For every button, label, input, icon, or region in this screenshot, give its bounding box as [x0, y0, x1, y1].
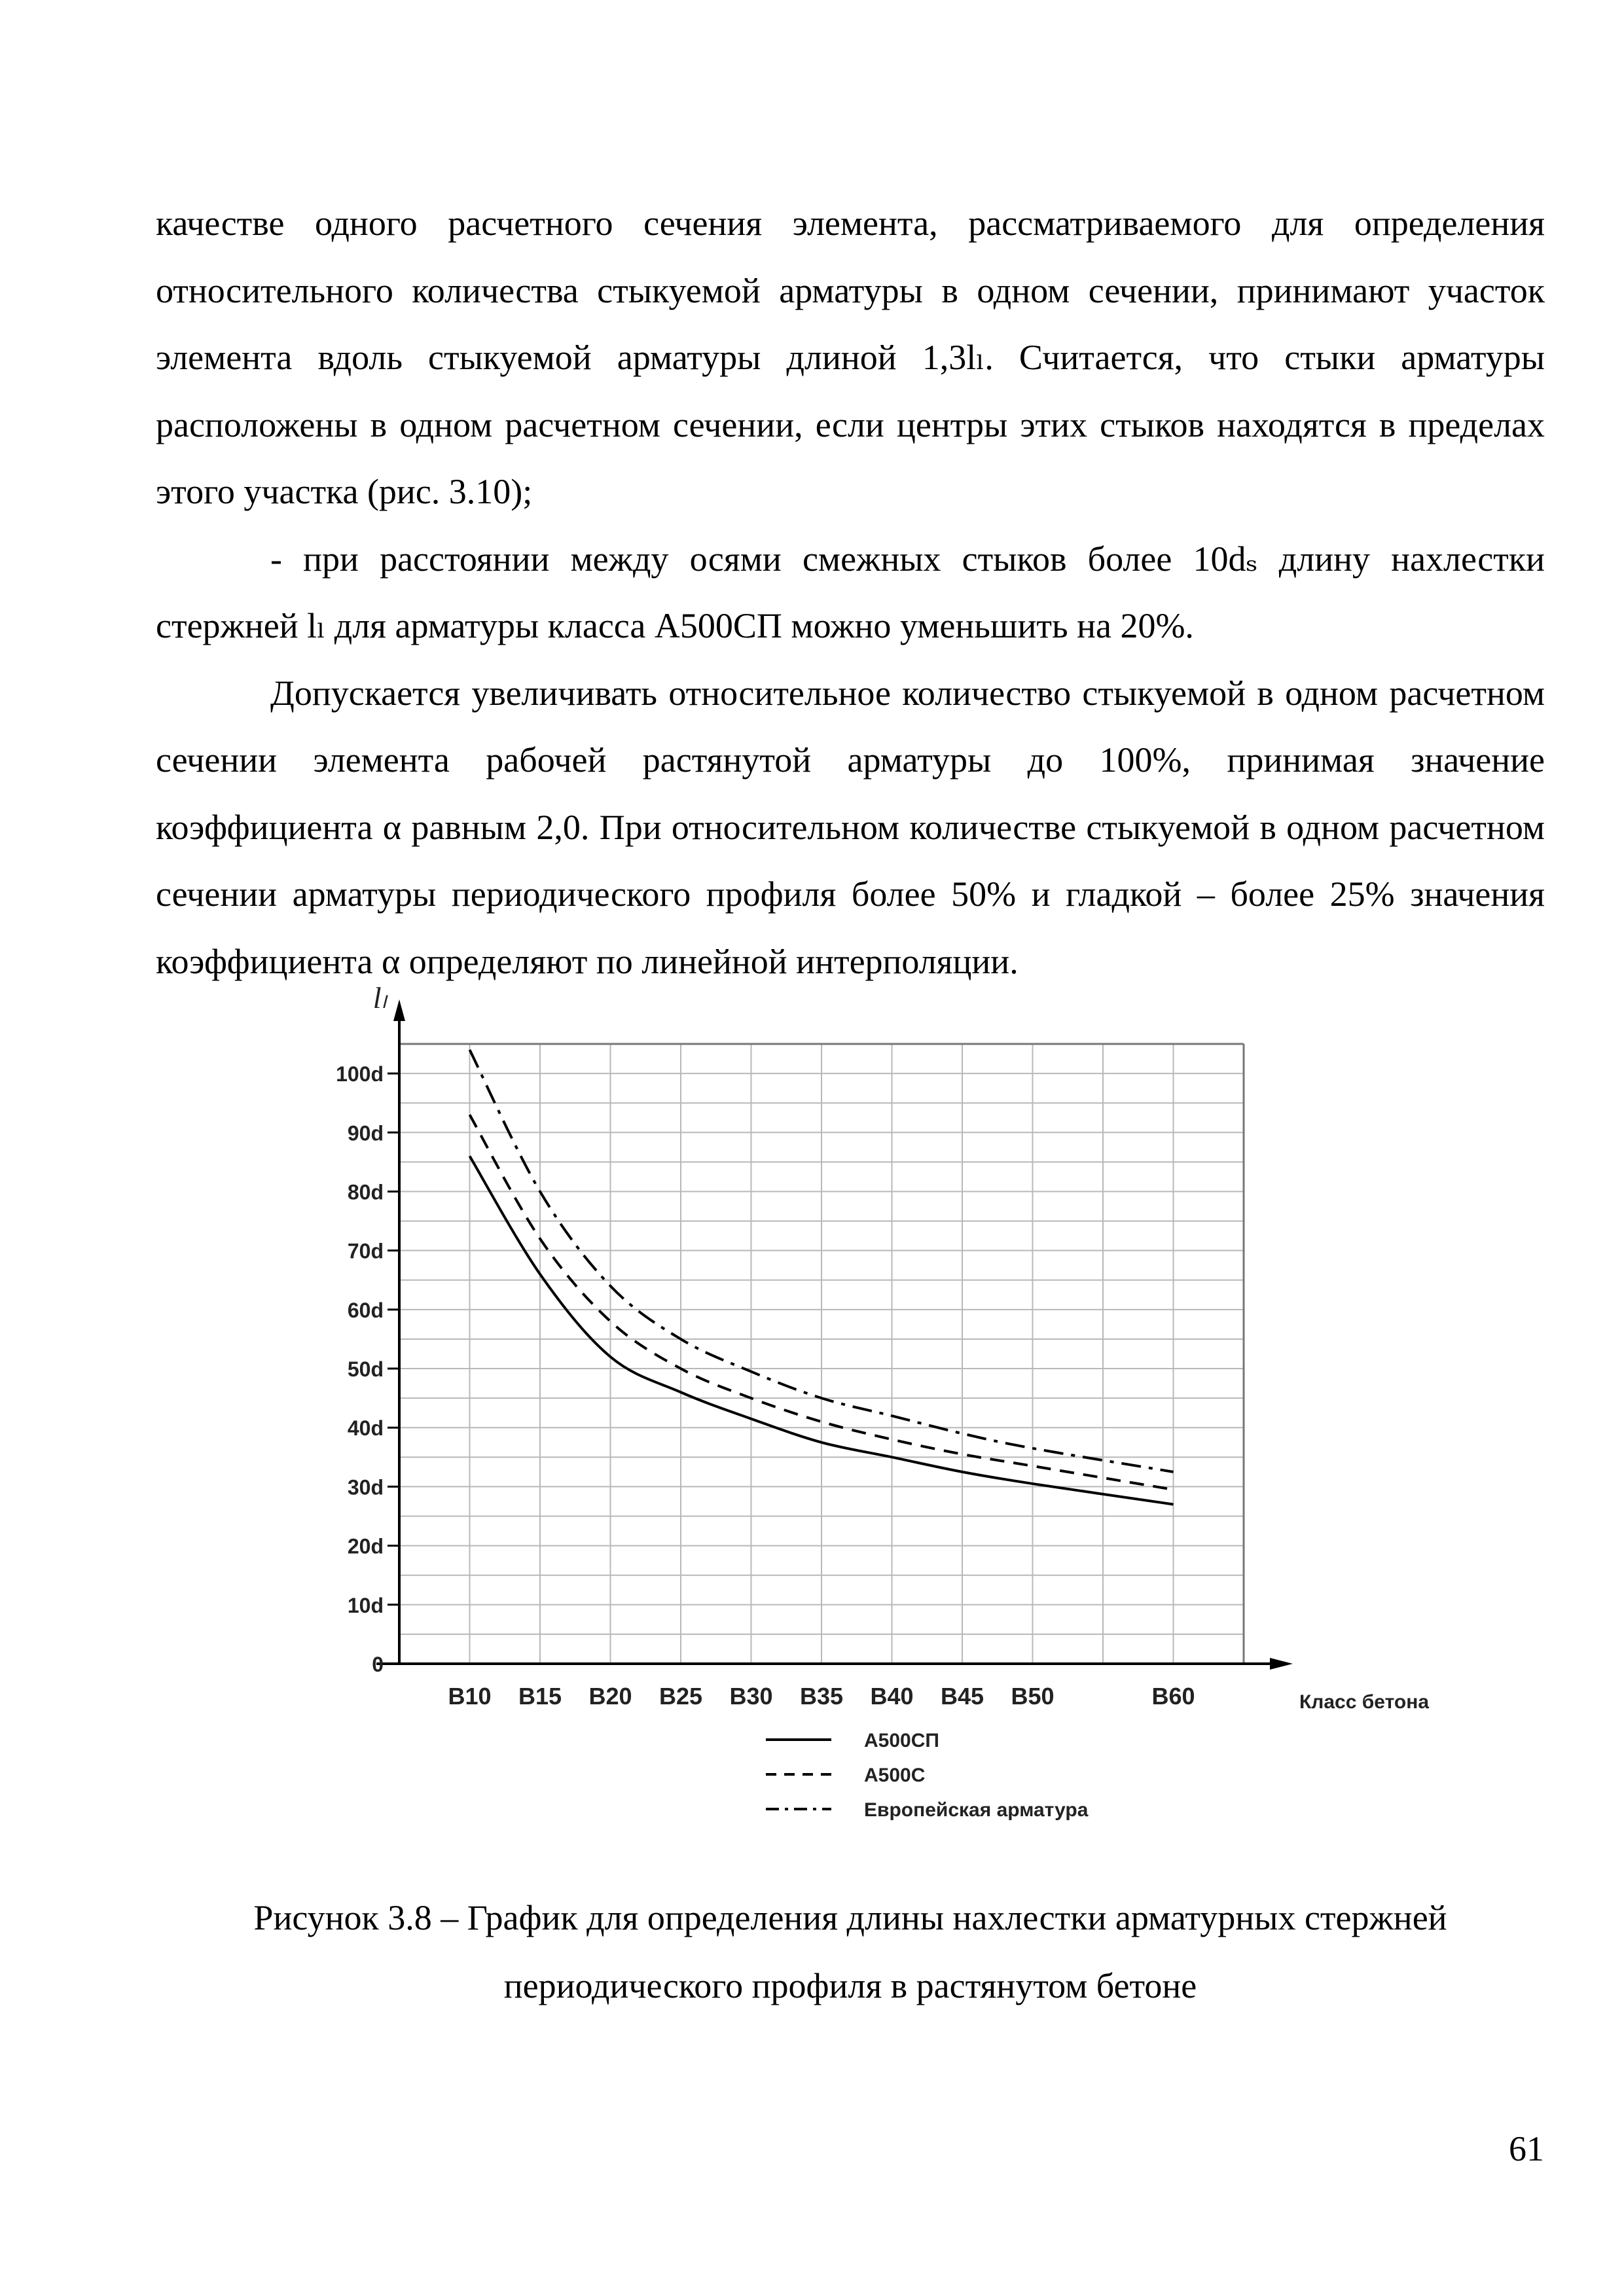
chart-grid — [399, 1044, 1244, 1664]
x-tick-label: B50 — [1011, 1683, 1055, 1710]
y-tick-label: 70d — [347, 1239, 384, 1263]
legend-label-1: А500СП — [864, 1730, 939, 1751]
x-tick-label: B20 — [588, 1683, 632, 1710]
body-text — [156, 190, 1545, 995]
paragraph-1: качестве одного расчетного сечения элемента, рассматриваемого для определения относительного количества стыкуемой арматуры в одном сечении, принимают участок элемента вдоль стыкуемой арматуры длиной 1,3lₗ. Считается, что стыки арматуры расположены в одном расчетном сечении, если центры этих стыков находятся в пределах этого участка (рис. 3.10); — [156, 204, 1545, 511]
y-tick-label: 10d — [347, 1593, 384, 1617]
chart-axes — [376, 999, 1293, 1670]
y-tick-label: 40d — [347, 1416, 384, 1441]
lap-length-chart — [308, 981, 1430, 1852]
y-tick-label: 20d — [347, 1534, 384, 1558]
x-axis-arrow — [1270, 1658, 1293, 1670]
y-tick-label: 90d — [347, 1121, 384, 1145]
x-axis-label: Класс бетона — [1299, 1691, 1430, 1713]
y-tick-label: 80d — [347, 1180, 384, 1204]
x-tick-label: B35 — [799, 1683, 844, 1710]
chart-legend — [766, 1730, 1089, 1821]
page-number: 61 — [1509, 2129, 1544, 2168]
y-tick-label: 0 — [372, 1653, 384, 1676]
y-tick-label: 30d — [347, 1475, 384, 1499]
legend-label-3: Европейская арматура — [864, 1799, 1089, 1821]
paragraph-2: - при расстоянии между осями смежных стыков более 10dₛ длину нахлестки стержней lₗ для арматуры класса А500СП можно уменьшить на 20%. — [156, 539, 1545, 645]
y-axis-label: lₗ — [372, 981, 387, 1014]
x-tick-label: B40 — [870, 1683, 914, 1710]
x-tick-label: B15 — [518, 1683, 562, 1710]
figure-caption — [156, 1884, 1545, 2020]
caption-line-2: периодического профиля в растянутом бетоне — [503, 1966, 1197, 2005]
x-tick-label: B30 — [729, 1683, 773, 1710]
caption-line-1: Рисунок 3.8 – График для определения длины нахлестки арматурных стержней — [253, 1898, 1447, 1937]
x-tick-label: B45 — [940, 1683, 984, 1710]
y-tick-label: 100d — [336, 1062, 384, 1086]
x-tick-label: B60 — [1151, 1683, 1195, 1710]
y-tick-label: 60d — [347, 1298, 384, 1322]
y-axis-arrow — [393, 999, 405, 1021]
y-tick-label: 50d — [347, 1357, 384, 1382]
x-tick-label: B10 — [448, 1683, 492, 1710]
paragraph-3: Допускается увеличивать относительное количество стыкуемой в одном расчетном сечении элемента рабочей растянутой арматуры до 100%, принимая значение коэффициента α равным 2,0. При относительном количестве стыкуемой в одном расчетном сечении арматуры периодического профиля более 50% и гладкой – более 25% значения коэффициента α определяют по линейной интерполяции. — [156, 673, 1545, 981]
x-tick-label: B25 — [659, 1683, 703, 1710]
legend-label-2: А500С — [864, 1765, 926, 1786]
chart-labels — [336, 981, 1429, 1713]
